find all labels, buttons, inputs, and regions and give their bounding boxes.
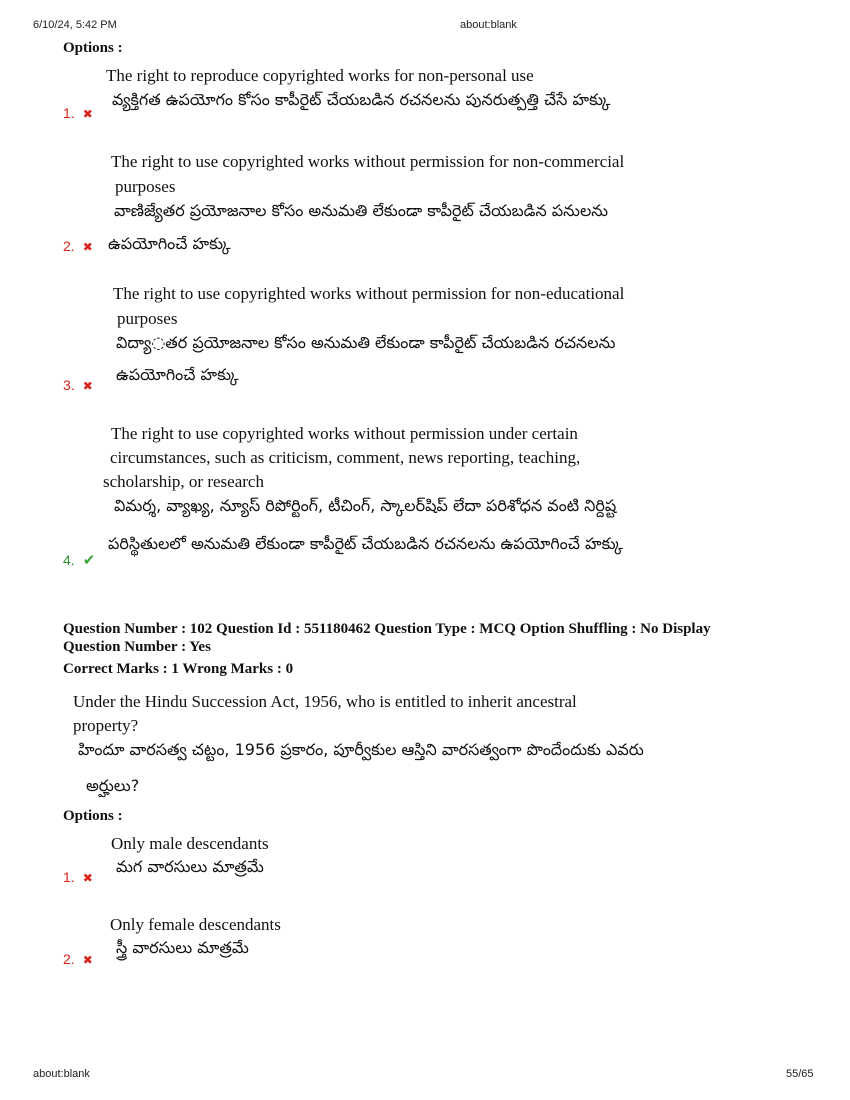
question-marks: Correct Marks : 1 Wrong Marks : 0 [63,661,294,677]
options-label: Options : [63,40,123,56]
question-meta-line1: Question Number : 102 Question Id : 551180462 Question Type : MCQ Option Shuffling : No Display [63,621,711,637]
option-4-text-te-line2: పరిస్థితులలో అనుమతి లేకుండా కాపీరైట్ చేయబడిన రచనలను ఉపయోగించే హక్కు [108,534,624,553]
q102-option-2 [63,951,93,969]
q102-option-2-text-en: Only female descendants [110,915,281,934]
option-2-text-en-line1: The right to use copyrighted works without permission for non-commercial [111,152,625,171]
options-label-q102: Options : [63,808,123,824]
option-3 [63,377,93,395]
page-number: 55/65 [786,1068,814,1080]
option-number: 3. [63,377,75,393]
option-3-text-en-line1: The right to use copyrighted works without permission for non-educational [113,284,625,303]
option-2-text-te-line1: వాణిజ్యేతర ప్రయోజనాల కోసం అనుమతి లేకుండా కాపీరైట్ చేయబడిన పనులను [114,201,609,220]
question-meta-line2: Question Number : Yes [63,639,211,655]
option-4-text-en-line2: circumstances, such as criticism, comment, news reporting, teaching, [110,448,581,467]
option-number: 2. [63,951,75,967]
check-icon: ✔ [82,553,96,569]
option-number: 2. [63,238,75,254]
wrong-icon: ✖ [82,107,93,121]
print-footer-url: about:blank [33,1068,90,1080]
option-4-text-en-line3: scholarship, or research [103,472,264,491]
option-3-text-te-line2: ఉపయోగించే హక్కు [116,365,239,384]
option-3-text-te-line1: విద్యా◌తర ప్రయోజనాల కోసం అనుమతి లేకుండా కాపీరైట్ చేయబడిన రచనలను [116,333,616,352]
option-2 [63,238,93,256]
option-number: 4. [63,552,75,568]
question-text-te-line1: హిందూ వారసత్వ చట్టం, 1956 ప్రకారం, పూర్వీకుల ఆస్తిని వారసత్వంగా పొందేందుకు ఎవరు [78,740,644,759]
wrong-icon: ✖ [82,240,93,254]
print-title: about:blank [460,19,517,31]
question-text-en-line1: Under the Hindu Succession Act, 1956, who is entitled to inherit ancestral [73,692,577,711]
option-2-text-en-line2: purposes [115,177,176,196]
question-text-te-line2: అర్హులు? [86,776,140,795]
q102-option-2-text-te: స్త్రీ వారసులు మాత్రమే [116,938,249,957]
wrong-icon: ✖ [82,953,93,967]
q102-option-1-text-te: మగ వారసులు మాత్రమే [116,857,264,876]
option-3-text-en-line2: purposes [117,309,178,328]
option-4-text-en-line1: The right to use copyrighted works without permission under certain [111,424,578,443]
option-1-text-te: వ్యక్తిగత ఉపయోగం కోసం కాపీరైట్ చేయబడిన రచనలను పునరుత్పత్తి చేసే హక్కు [112,90,611,109]
q102-option-1 [63,869,93,887]
option-1-text-en: The right to reproduce copyrighted works for non-personal use [106,66,534,85]
option-2-text-te-line2: ఉపయోగించే హక్కు [108,234,231,253]
option-4 [63,551,95,570]
option-number: 1. [63,105,75,121]
print-datetime: 6/10/24, 5:42 PM [33,19,117,31]
option-1 [63,105,93,123]
wrong-icon: ✖ [82,871,93,885]
wrong-icon: ✖ [82,379,93,393]
option-number: 1. [63,869,75,885]
q102-option-1-text-en: Only male descendants [111,834,269,853]
option-4-text-te-line1: విమర్శ, వ్యాఖ్య, న్యూస్ రిపోర్టింగ్, టీచింగ్, స్కాలర్‌షిప్ లేదా పరిశోధన వంటి నిర్దిష్ట [114,496,617,515]
question-text-en-line2: property? [73,716,139,735]
